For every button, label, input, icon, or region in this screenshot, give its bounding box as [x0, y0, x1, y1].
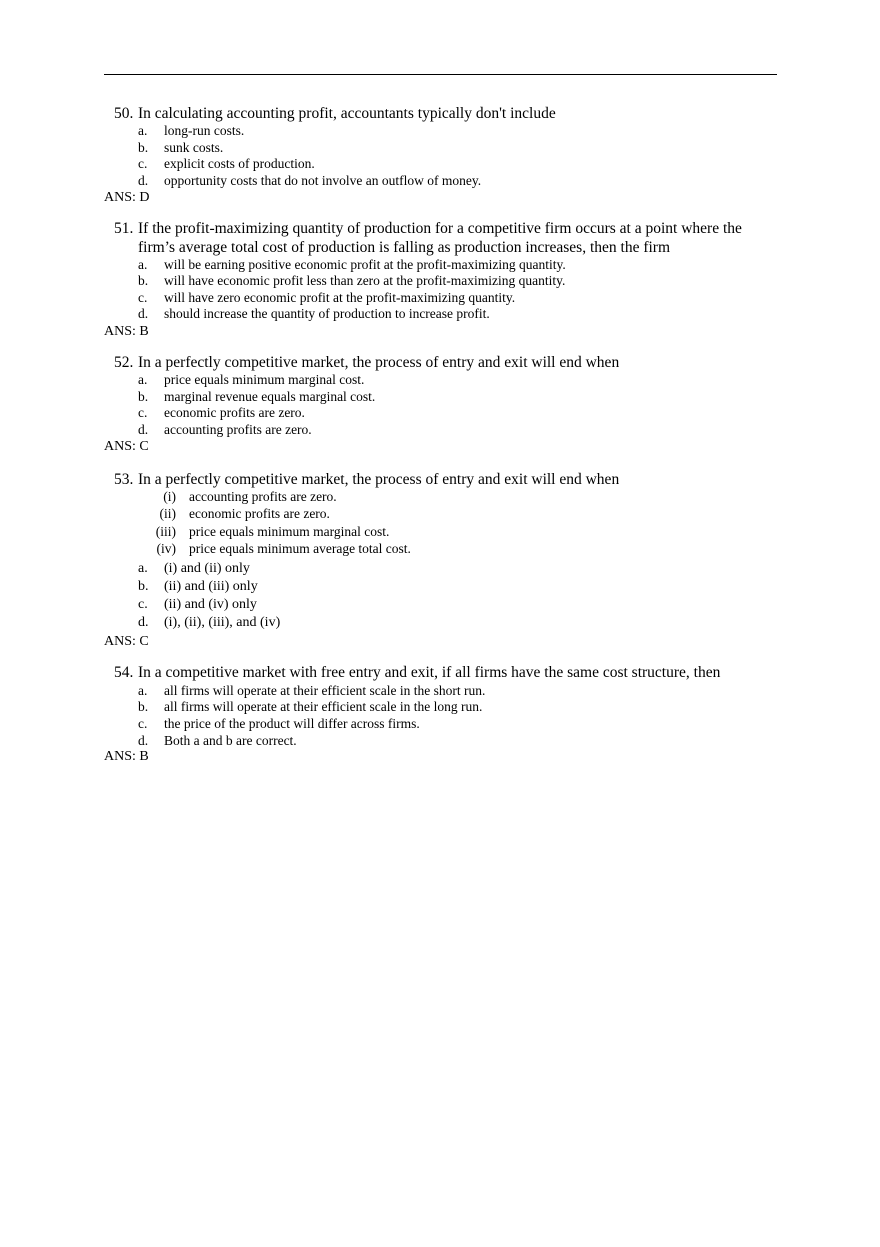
question-stem: In a perfectly competitive market, the process of entry and exit will end when — [138, 471, 620, 488]
option-letter: b. — [138, 389, 149, 404]
option-letter: b. — [138, 579, 149, 594]
question-number: 52. — [114, 354, 134, 371]
question-number: 51. — [114, 220, 134, 237]
statement-number: (iv) — [156, 541, 176, 556]
option-text: explicit costs of production. — [164, 156, 315, 171]
question-stem: In a perfectly competitive market, the process of entry and exit will end when — [138, 354, 620, 371]
option-letter: b. — [138, 140, 149, 155]
option-text: economic profits are zero. — [164, 405, 305, 420]
option-letter: d. — [138, 615, 149, 630]
option-text: opportunity costs that do not involve an outflow of money. — [164, 173, 482, 188]
question-stem: If the profit-maximizing quantity of production for a competitive firm occurs at a point where the firm’s average total cost of production is falling as production increases, then the firm — [138, 220, 742, 256]
option-text: will be earning positive economic profit at the profit-maximizing quantity. — [164, 257, 566, 272]
option-text: should increase the quantity of production to increase profit. — [164, 306, 490, 321]
question-number: 54. — [114, 664, 134, 681]
answer-key: ANS: B — [104, 749, 149, 764]
option-text: price equals minimum marginal cost. — [164, 372, 365, 387]
option-text: sunk costs. — [164, 140, 224, 155]
option-text: (ii) and (iv) only — [164, 597, 257, 612]
answer-key: ANS: C — [104, 634, 149, 649]
option-text: accounting profits are zero. — [164, 422, 312, 437]
answer-key: ANS: B — [104, 324, 149, 339]
option-text: long-run costs. — [164, 123, 245, 138]
option-letter: d. — [138, 422, 149, 437]
option-text: (i) and (ii) only — [164, 561, 250, 576]
option-letter: c. — [138, 597, 148, 612]
header-rule — [104, 74, 777, 75]
option-text: Both a and b are correct. — [164, 733, 297, 748]
question-stem: In calculating accounting profit, accountants typically don't include — [138, 105, 556, 122]
statement-number: (iii) — [155, 524, 176, 539]
statement-number: (ii) — [159, 506, 176, 521]
option-text: marginal revenue equals marginal cost. — [164, 389, 376, 404]
question-stem: In a competitive market with free entry and exit, if all firms have the same cost structure, then — [138, 664, 721, 681]
statement-text: economic profits are zero. — [189, 506, 330, 521]
option-letter: d. — [138, 733, 149, 748]
question-number: 53. — [114, 471, 134, 488]
question-number: 50. — [114, 105, 134, 122]
option-text: (i), (ii), (iii), and (iv) — [164, 615, 281, 630]
option-text: all firms will operate at their efficient scale in the short run. — [164, 683, 486, 698]
statement-number: (i) — [163, 489, 176, 504]
option-letter: b. — [138, 699, 149, 714]
option-text: will have economic profit less than zero at the profit-maximizing quantity. — [164, 273, 566, 288]
answer-key: ANS: C — [104, 439, 149, 454]
option-letter: a. — [138, 257, 148, 272]
option-letter: a. — [138, 123, 148, 138]
option-letter: d. — [138, 306, 149, 321]
statement-text: price equals minimum average total cost. — [189, 541, 411, 556]
option-letter: c. — [138, 405, 148, 420]
option-letter: d. — [138, 173, 149, 188]
statement-text: price equals minimum marginal cost. — [189, 524, 390, 539]
statement-text: accounting profits are zero. — [189, 489, 337, 504]
option-text: all firms will operate at their efficient scale in the long run. — [164, 699, 483, 714]
option-letter: c. — [138, 290, 148, 305]
option-letter: c. — [138, 716, 148, 731]
option-text: will have zero economic profit at the profit-maximizing quantity. — [164, 290, 516, 305]
option-text: (ii) and (iii) only — [164, 579, 258, 594]
option-letter: a. — [138, 372, 148, 387]
option-letter: b. — [138, 273, 149, 288]
option-text: the price of the product will differ across firms. — [164, 716, 420, 731]
option-letter: a. — [138, 683, 148, 698]
option-letter: a. — [138, 561, 148, 576]
answer-key: ANS: D — [104, 190, 150, 205]
option-letter: c. — [138, 156, 148, 171]
